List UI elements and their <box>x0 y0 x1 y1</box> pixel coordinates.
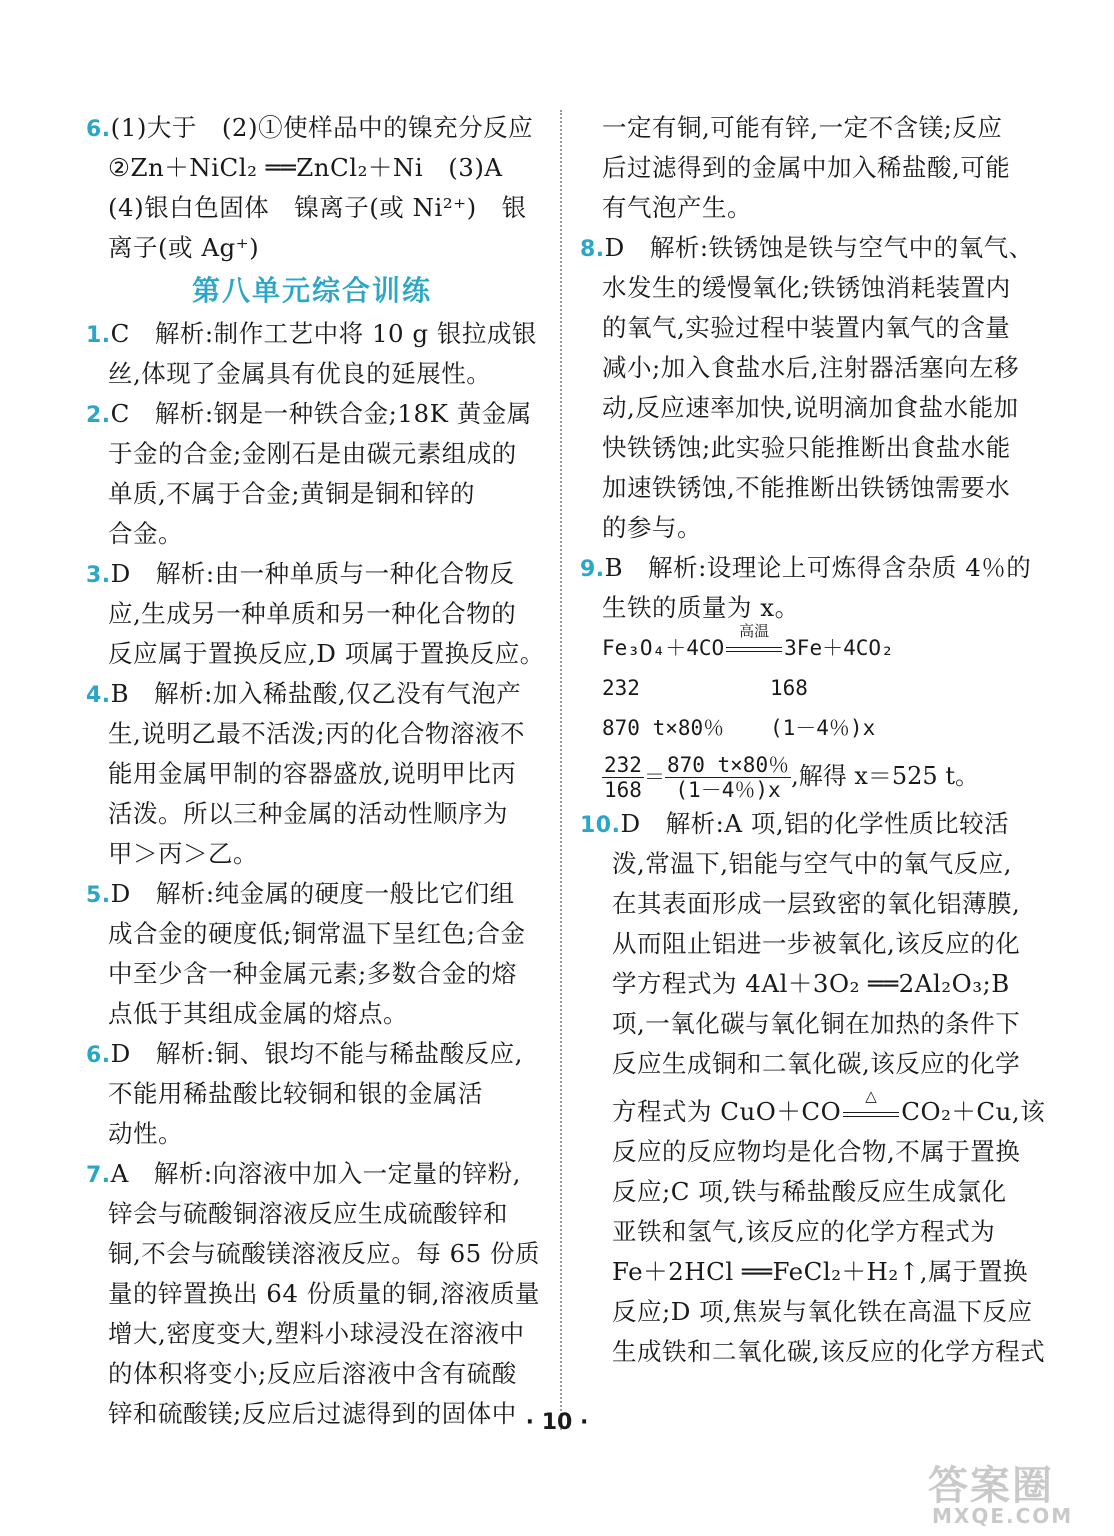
answer-line <box>580 924 1032 964</box>
answer-text: Fe＋2HCl ══FeCl₂＋H₂↑,属于置换 <box>612 1257 1029 1286</box>
answer-text: (4)银白色固体 镍离子(或 Ni²⁺) 银 <box>108 193 527 222</box>
answer-line <box>86 434 538 474</box>
answer-line <box>86 1114 538 1154</box>
answer-line <box>86 594 538 634</box>
mass-ratio-1b: 168 <box>770 676 808 700</box>
heat-eq-arrow <box>841 1086 901 1124</box>
answer-text: 有气泡产生。 <box>602 193 752 222</box>
answer-text: 后过滤得到的金属中加入稀盐酸,可能 <box>602 153 1011 182</box>
answer-text: 丝,体现了金属具有优良的延展性。 <box>108 359 492 388</box>
answer-text: 成合金的硬度低;铜常温下呈红色;合金 <box>108 919 526 948</box>
answer-line <box>86 394 538 434</box>
heat-eq-condition: △ <box>865 1086 878 1105</box>
answer-line <box>580 148 1032 188</box>
answer-text: 的氧气,实验过程中装置内氧气的含量 <box>602 313 1011 342</box>
answer-line <box>580 228 1032 268</box>
answer-line <box>86 314 538 354</box>
answer-line <box>86 1154 538 1194</box>
watermark-small: MXQE.COM <box>932 1504 1074 1528</box>
mass-ratio-line-1 <box>580 668 1032 708</box>
answer-line <box>580 1292 1032 1332</box>
answer-line <box>580 1212 1032 1252</box>
answer-line <box>580 1172 1032 1212</box>
answer-line <box>86 794 538 834</box>
answer-line <box>580 308 1032 348</box>
proportion-result: ,解得 x＝525 t。 <box>791 762 979 790</box>
fraction-1: $\frac{232}{168}$ <box>604 753 642 802</box>
answer-line <box>86 188 538 228</box>
answer-text: 反应生成铜和二氧化碳,该反应的化学 <box>612 1049 1021 1078</box>
answer-line <box>86 834 538 874</box>
answer-text: 锌会与硫酸铜溶液反应生成硫酸锌和 <box>108 1199 508 1228</box>
answer-line <box>86 514 538 554</box>
answer-text: 点低于其组成金属的熔点。 <box>108 999 408 1028</box>
answer-line <box>580 108 1032 148</box>
answer-line <box>86 1314 538 1354</box>
question-number: 1. <box>86 323 111 348</box>
answer-text: (1)大于 (2)①使样品中的镍充分反应 <box>110 113 534 142</box>
question-number: 4. <box>86 683 111 708</box>
answer-line <box>580 804 1032 844</box>
answer-text: 合金。 <box>108 519 183 548</box>
answer-text: A 解析:向溶液中加入一定量的锌粉, <box>110 1159 521 1188</box>
answer-text: 的体积将变小;反应后溶液中含有硫酸 <box>108 1359 517 1388</box>
answer-text: C 解析:钢是一种铁合金;18K 黄金属 <box>110 399 532 428</box>
answer-line <box>580 1252 1032 1292</box>
answer-line <box>86 714 538 754</box>
answer-text: 离子(或 Ag⁺) <box>108 233 260 262</box>
answer-line <box>86 674 538 714</box>
answer-line <box>580 1044 1032 1084</box>
answer-line <box>86 1354 538 1394</box>
section-title: 第八单元综合训练 <box>191 274 432 307</box>
answer-text: 的参与。 <box>602 513 702 542</box>
answer-text: D 解析:铜、银均不能与稀盐酸反应, <box>110 1039 523 1068</box>
answer-line <box>86 354 538 394</box>
answer-line <box>580 588 1032 628</box>
answer-text: 加速铁锈蚀,不能推断出铁锈蚀需要水 <box>602 473 1011 502</box>
answer-text: 从而阻止铝进一步被氧化,该反应的化 <box>612 929 1021 958</box>
equation-line <box>580 622 1032 668</box>
heat-eq-suffix: CO₂＋Cu,该 <box>901 1097 1046 1126</box>
right-answers-part-1 <box>580 108 1032 628</box>
question-number: 6. <box>86 117 111 142</box>
answer-line <box>86 148 538 188</box>
answer-line <box>86 914 538 954</box>
answer-line <box>86 554 538 594</box>
answer-line <box>86 994 538 1034</box>
answer-line <box>580 844 1032 884</box>
answer-text: 减小;加入食盐水后,注射器活塞向左移 <box>602 353 1020 382</box>
answer-text: C 解析:制作工艺中将 10 g 银拉成银 <box>110 319 537 348</box>
right-answers-part-2 <box>580 804 1032 1084</box>
answer-text: 于金的合金;金刚石是由碳元素组成的 <box>108 439 517 468</box>
left-answers-part-2 <box>86 314 545 1434</box>
answer-line <box>580 1004 1032 1044</box>
answer-text: 泼,常温下,铝能与空气中的氧气反应, <box>612 849 1012 878</box>
answer-line <box>86 1194 538 1234</box>
answer-line <box>580 468 1032 508</box>
answer-line <box>580 188 1032 228</box>
question-number: 3. <box>86 563 111 588</box>
mass-ratio-2a: 870 t×80％ <box>602 716 725 740</box>
answer-text: 铜,不会与硫酸镁溶液反应。每 65 份质 <box>108 1239 541 1268</box>
answer-text: 锌和硫酸镁;反应后过滤得到的固体中 <box>108 1399 517 1428</box>
answer-text: 生铁的质量为 x。 <box>602 593 800 622</box>
question-number: 5. <box>86 883 111 908</box>
answer-line <box>86 874 538 914</box>
answer-text: 反应属于置换反应,D 项属于置换反应。 <box>108 639 545 668</box>
question-number: 7. <box>86 1163 111 1188</box>
column-divider <box>560 110 562 1430</box>
answer-text: 水发生的缓慢氧化;铁锈蚀消耗装置内 <box>602 273 1011 302</box>
question-number: 9. <box>580 557 605 582</box>
answer-line <box>580 548 1032 588</box>
question-number: 8. <box>580 237 605 262</box>
answer-line <box>86 634 545 674</box>
watermark-big: 答案圈 <box>928 1463 1054 1509</box>
watermark-logo <box>922 1454 1098 1528</box>
answer-line <box>86 1074 538 1114</box>
answer-text: 亚铁和氢气,该反应的化学方程式为 <box>612 1217 996 1246</box>
answer-line <box>580 508 1032 548</box>
right-answers-part-3 <box>580 1132 1046 1372</box>
heat-equation-line <box>580 1084 1046 1132</box>
answer-text: 学方程式为 4Al＋3O₂ ══2Al₂O₃;B <box>612 969 1010 998</box>
question-number: 2. <box>86 403 111 428</box>
equation-condition: 高温 <box>739 622 770 640</box>
answer-text: 反应的反应物均是化合物,不属于置换 <box>612 1137 1021 1166</box>
answer-line <box>86 228 538 268</box>
answer-text: 反应;D 项,焦炭与氧化铁在高温下反应 <box>612 1297 1033 1326</box>
answer-text: 生,说明乙最不活泼;丙的化合物溶液不 <box>108 719 526 748</box>
answer-text: 动性。 <box>108 1119 183 1148</box>
answer-text: 一定有铜,可能有锌,一定不含镁;反应 <box>602 113 1003 142</box>
answer-line <box>86 1274 541 1314</box>
answer-text: D 解析:纯金属的硬度一般比它们组 <box>110 879 515 908</box>
answer-text: 生成铁和二氧化碳,该反应的化学方程式 <box>612 1337 1046 1366</box>
answer-line <box>86 754 538 794</box>
heat-eq-prefix: 方程式为 CuO＋CO <box>612 1097 842 1126</box>
answer-line <box>86 474 538 514</box>
answer-line <box>580 1132 1032 1172</box>
answer-line <box>580 964 1032 1004</box>
answer-text: 增大,密度变大,塑料小球浸没在溶液中 <box>108 1319 525 1348</box>
equation-reactants: Fe₃O₄＋4CO <box>602 636 725 660</box>
answer-text: 动,反应速率加快,说明滴加食盐水能加 <box>602 393 1019 422</box>
mass-ratio-line-2 <box>580 708 1032 748</box>
answer-text: 不能用稀盐酸比较铜和银的金属活 <box>108 1079 483 1108</box>
answer-text: 单质,不属于合金;黄铜是铜和锌的 <box>108 479 476 508</box>
answer-line <box>580 428 1032 468</box>
answer-text: 项,一氧化碳与氧化铜在加热的条件下 <box>612 1009 1021 1038</box>
proportion-line: $\frac{232}{168}$ ＝ $\frac{870 t\times 80\%}{(1-4\%)x}$ ,解得 x＝525 t。 <box>604 753 979 802</box>
left-answers-part-1 <box>86 108 538 268</box>
right-column <box>580 108 1046 1372</box>
answer-line <box>580 884 1032 924</box>
answer-text: D 解析:铁锈蚀是铁与空气中的氧气、 <box>604 233 1034 262</box>
answer-text: B 解析:设理论上可炼得含杂质 4％的 <box>604 553 1032 582</box>
answer-line <box>580 268 1032 308</box>
answer-text: 在其表面形成一层致密的氧化铝薄膜, <box>612 889 1021 918</box>
answer-text: 能用金属甲制的容器盛放,说明甲比丙 <box>108 759 517 788</box>
equation-products: 3Fe＋4CO₂ <box>784 636 894 660</box>
mass-ratio-2b: (1－4％)x <box>770 716 876 740</box>
answer-line <box>86 108 538 148</box>
answer-text: D 解析:由一种单质与一种化合物反 <box>110 559 515 588</box>
answer-text: 快铁锈蚀;此实验只能推断出食盐水能 <box>602 433 1011 462</box>
question-number: 6. <box>86 1043 111 1068</box>
answer-line <box>86 954 538 994</box>
fraction-2: $\frac{870 t\times 80\%}{(1-4\%)x}$ <box>666 753 790 802</box>
equation-arrow <box>724 622 784 659</box>
answer-text: ②Zn＋NiCl₂ ══ZnCl₂＋Ni (3)A <box>108 153 503 182</box>
question-number: 10. <box>580 813 621 838</box>
answer-line <box>580 348 1032 388</box>
left-column <box>86 108 545 1434</box>
answer-text: 甲＞丙＞乙。 <box>108 839 258 868</box>
answer-line <box>86 1234 541 1274</box>
answer-text: 量的锌置换出 64 份质量的铜,溶液质量 <box>108 1279 541 1308</box>
answer-text: 应,生成另一种单质和另一种化合物的 <box>108 599 517 628</box>
answer-text: D 解析:A 项,铝的化学性质比较活 <box>620 809 1010 838</box>
answer-line <box>580 388 1032 428</box>
answer-text: 活泼。所以三种金属的活动性顺序为 <box>108 799 508 828</box>
answer-text: 反应;C 项,铁与稀盐酸反应生成氯化 <box>612 1177 1007 1206</box>
answer-text: B 解析:加入稀盐酸,仅乙没有气泡产 <box>110 679 522 708</box>
page-number: · 10 · <box>525 1410 589 1435</box>
answer-line <box>580 1332 1046 1372</box>
mass-ratio-1a: 232 <box>602 676 640 700</box>
answer-line <box>86 1034 538 1074</box>
answer-text: 中至少含一种金属元素;多数合金的熔 <box>108 959 517 988</box>
